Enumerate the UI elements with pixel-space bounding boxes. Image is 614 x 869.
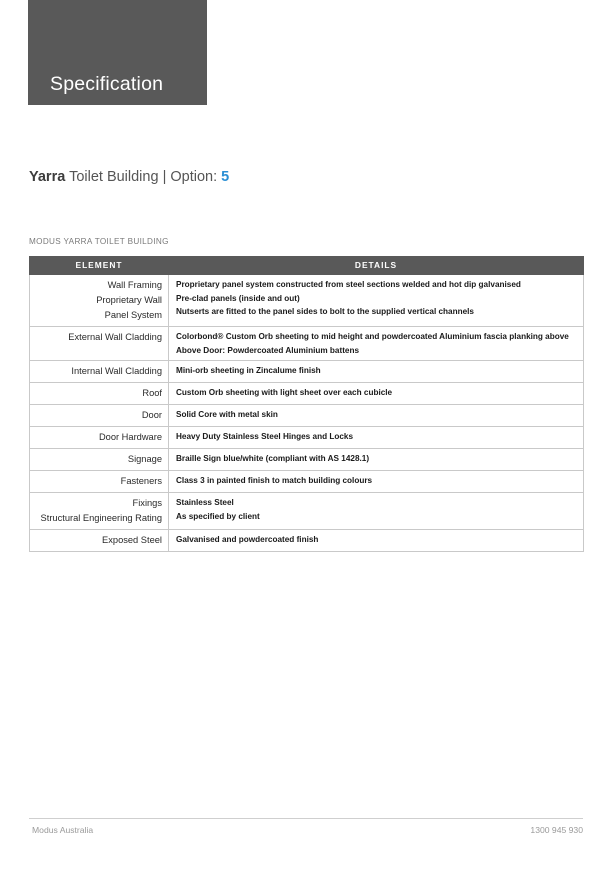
page-title-product: Yarra bbox=[29, 169, 66, 185]
detail-line: Stainless Steel bbox=[176, 498, 234, 508]
element-line: Exposed Steel bbox=[102, 535, 162, 546]
detail-line: Solid Core with metal skin bbox=[176, 410, 278, 420]
detail-line: As specified by client bbox=[176, 511, 260, 521]
table-row bbox=[30, 275, 584, 327]
footer-divider bbox=[29, 818, 583, 819]
table-cell-details bbox=[169, 275, 584, 327]
detail-line: Custom Orb sheeting with light sheet over each cubicle bbox=[176, 387, 393, 397]
element-line: External Wall Cladding bbox=[68, 332, 162, 343]
table-row bbox=[30, 530, 584, 552]
table-cell-details bbox=[169, 493, 584, 530]
element-line: Signage bbox=[127, 454, 162, 465]
table-row bbox=[30, 327, 584, 361]
table-cell-element bbox=[30, 530, 169, 552]
table-row bbox=[30, 382, 584, 404]
table-row bbox=[30, 405, 584, 427]
element-line: Door Hardware bbox=[98, 432, 162, 443]
table-cell-element bbox=[30, 449, 169, 471]
detail-line: Mini-orb sheeting in Zincalume finish bbox=[176, 365, 321, 375]
table-header-row bbox=[30, 257, 584, 275]
table-cell-element bbox=[30, 405, 169, 427]
element-line: Door bbox=[141, 410, 162, 421]
table-row bbox=[30, 360, 584, 382]
table-row bbox=[30, 493, 584, 530]
table-cell-element bbox=[30, 275, 169, 327]
table-cell-details bbox=[169, 382, 584, 404]
table-cell-details bbox=[169, 327, 584, 361]
detail-line: Above Door: Powdercoated Aluminium battens bbox=[176, 345, 360, 355]
detail-line: Braille Sign blue/white (compliant with AS 1428.1) bbox=[176, 454, 370, 464]
table-row bbox=[30, 427, 584, 449]
table-cell-element bbox=[30, 471, 169, 493]
column-header-details: DETAILS bbox=[169, 257, 584, 275]
detail-line: Colorbond® Custom Orb sheeting to mid height and powdercoated Aluminium fascia planking above bbox=[176, 332, 569, 342]
table-cell-details bbox=[169, 449, 584, 471]
table-cell-details bbox=[169, 360, 584, 382]
table-cell-details bbox=[169, 405, 584, 427]
table-cell-element bbox=[30, 382, 169, 404]
table-cell-element bbox=[30, 360, 169, 382]
table-cell-element bbox=[30, 427, 169, 449]
footer-company: Modus Australia bbox=[32, 825, 94, 835]
table-cell-element bbox=[30, 493, 169, 530]
element-line: Roof bbox=[142, 387, 162, 398]
element-line: Fasteners bbox=[120, 476, 162, 487]
detail-line: Class 3 in painted finish to match building colours bbox=[176, 476, 373, 486]
table-caption: MODUS YARRA TOILET BUILDING bbox=[29, 236, 169, 246]
specification-table bbox=[29, 256, 584, 552]
table-cell-details bbox=[169, 471, 584, 493]
table-row bbox=[30, 471, 584, 493]
page-title-descriptor: Toilet Building | Option: bbox=[65, 169, 222, 185]
table-header bbox=[30, 257, 584, 275]
detail-line: Heavy Duty Stainless Steel Hinges and Locks bbox=[176, 432, 354, 442]
table-cell-details bbox=[169, 427, 584, 449]
page-title bbox=[29, 168, 229, 186]
column-header-element: ELEMENT bbox=[30, 257, 169, 275]
element-line: Internal Wall Cladding bbox=[71, 365, 162, 376]
element-line: Fixings bbox=[132, 498, 162, 509]
element-line: Panel System bbox=[104, 310, 162, 321]
detail-line: Galvanised and powdercoated finish bbox=[176, 535, 319, 545]
element-line: Structural Engineering Rating bbox=[40, 513, 162, 524]
footer-phone: 1300 945 930 bbox=[530, 825, 583, 835]
banner-title: Specification bbox=[50, 72, 164, 95]
table-cell-element bbox=[30, 327, 169, 361]
table-body bbox=[30, 275, 584, 552]
element-line: Wall Framing bbox=[107, 280, 162, 291]
element-line: Proprietary Wall bbox=[96, 295, 162, 306]
detail-line: Proprietary panel system constructed from steel sections welded and hot dip galvanised bbox=[176, 280, 521, 290]
detail-line: Pre-clad panels (inside and out) bbox=[176, 293, 300, 303]
page-title-option-number: 5 bbox=[221, 169, 230, 185]
table-cell-details bbox=[169, 530, 584, 552]
detail-line: Nutserts are fitted to the panel sides to bolt to the supplied vertical channels bbox=[176, 306, 474, 316]
header-banner bbox=[28, 0, 207, 105]
table-row bbox=[30, 449, 584, 471]
